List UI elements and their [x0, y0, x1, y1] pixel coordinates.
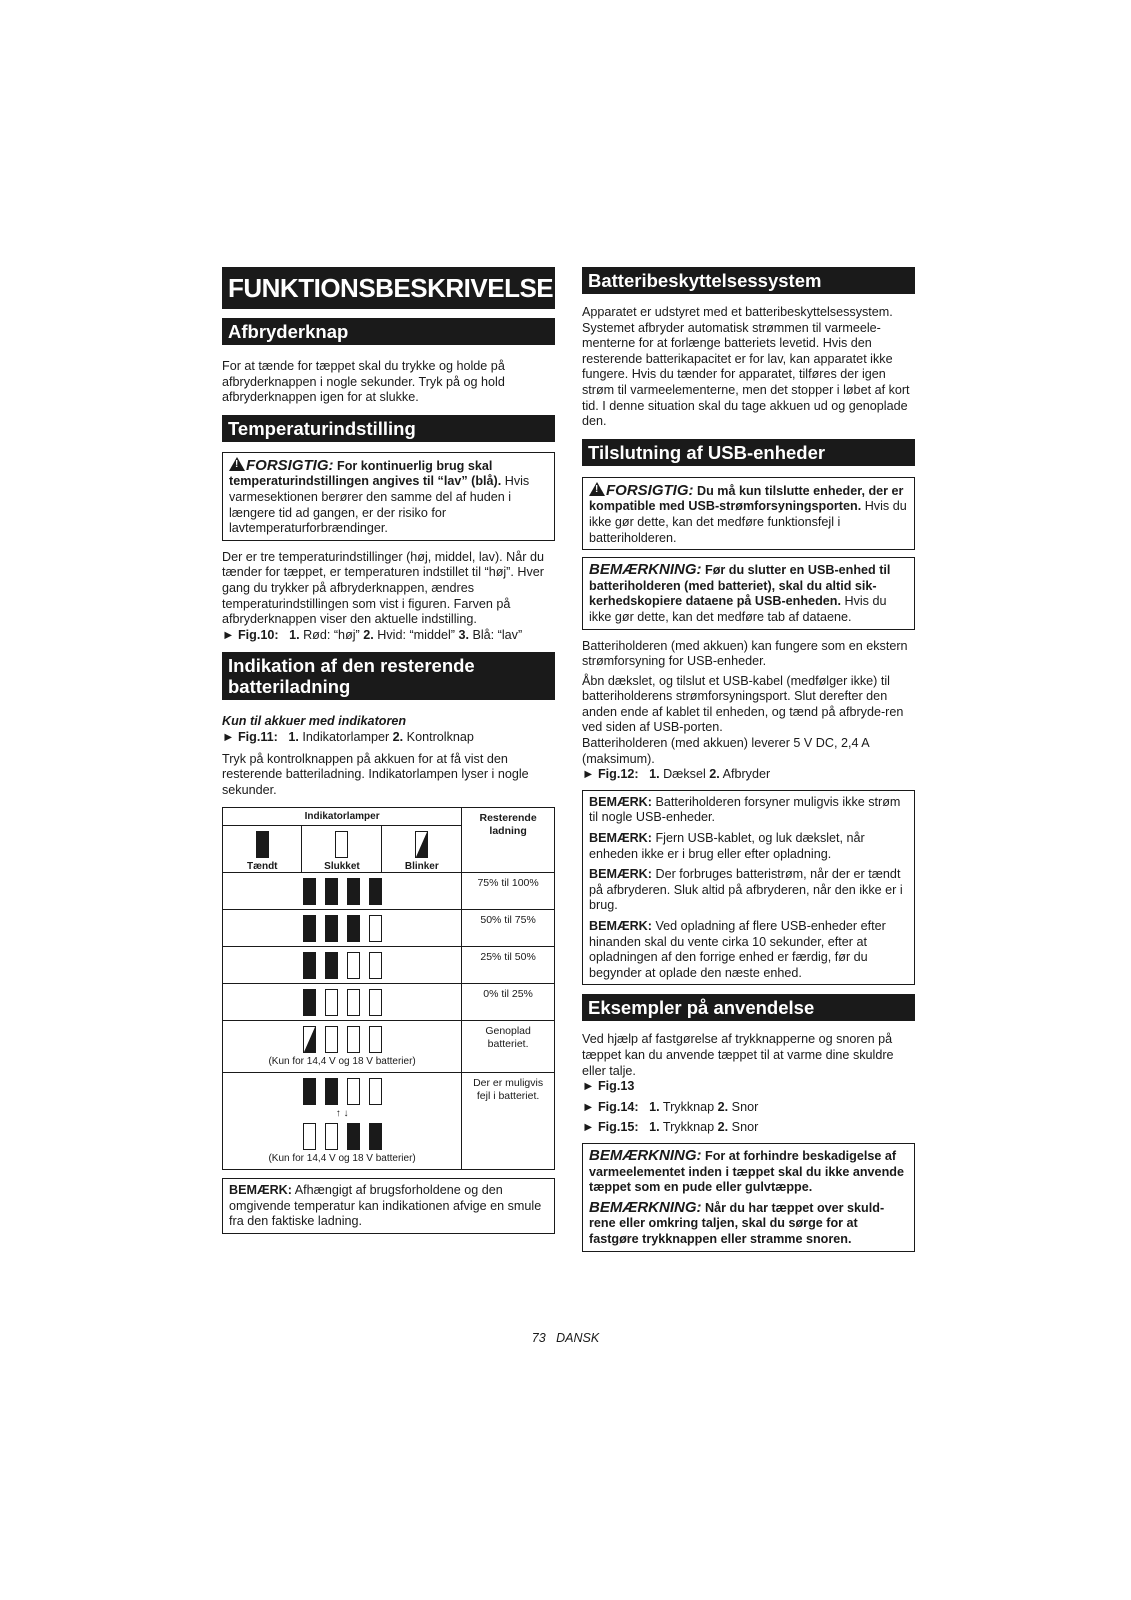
lamp-off-icon [347, 989, 360, 1016]
caution-label: FORSIGTIG: [246, 456, 334, 474]
lamp-off-icon [325, 1026, 338, 1053]
lamp-on-icon [303, 915, 316, 942]
lamp-on-icon [347, 878, 360, 905]
lamp-on-icon [303, 1078, 316, 1105]
fig13-ref: ► Fig.13 [582, 1079, 635, 1094]
notice-label: BEMÆRKNING: [589, 561, 702, 579]
fig15-ref: ► Fig.15: 1. Trykknap 2. Snor [582, 1120, 759, 1135]
fig14-ref: ► Fig.14: 1. Trykknap 2. Snor [582, 1099, 759, 1114]
indikation-text: Tryk på kontrolknappen på akkuen for at få vist den resterende batteriladning. Indikatorlampen lyser i nogle sekunder. [222, 751, 529, 797]
legend-on: Tændt [246, 861, 278, 873]
caution-text: Hvis varmesektionen berører den samme del af huden i længere tid ad gangen, er der risiko for lavtemperaturforbrændinger. [229, 474, 530, 536]
notice-box-eksempler: BEMÆRKNING: For at forhindre beskadigelse af varmeelementet inden i tæppet skal du ikke anvende tæppet som en pude eller gulvtæppe. BEMÆRKNING: Når du har tæppet over skuld-rene eller omkring taljen, skal du sørge for at fastgøre trykknappen eller stramme snoren. [582, 1143, 915, 1252]
caution-label: FORSIGTIG: [606, 481, 694, 499]
table-row [223, 984, 555, 1021]
charge-value: 25% til 50% [462, 947, 555, 984]
page-footer [0, 1331, 1131, 1345]
lamp-off-icon [369, 915, 382, 942]
lamp-on-icon [325, 878, 338, 905]
left-column [222, 267, 555, 1234]
lamp-off-icon [325, 1123, 338, 1150]
col-header-charge: Resterende ladning [462, 808, 555, 873]
beskyttelse-text: Apparatet er udstyret med et batteribeskyttelsessystem. Systemet afbryder automatisk strømmen til varmeele-menterne for at forlænge batteriets levetid. Hvis den resterende batterikapacitet er for lav, kan apparatet ikke fungere. Hvis du tænder for apparatet, tilføres der igen strøm til varmeelementerne, men det stopper i løbet af kort tid. I denne situation skal du tage akkuen ud og genoplade den. [582, 305, 910, 429]
warning-icon: ! [589, 482, 605, 496]
lamp-off-icon [369, 1078, 382, 1105]
lamp-off-icon [369, 1026, 382, 1053]
page-number: 73 [531, 1331, 546, 1345]
charge-value: Genoplad batteriet. [462, 1021, 555, 1073]
temperatur-text: Der er tre temperaturindstillinger (høj, middel, lav). Når du tænder for tæppet, er temperaturen indstillet til “høj”. Hver gang du trykker på afbryderknappen, ændres temperaturindstillingen som vist i figuren. Farven på afbryderknappen viser den aktuelle indstilling. [222, 549, 544, 627]
lamp-off-icon [369, 952, 382, 979]
note-box-indikation [222, 1178, 555, 1234]
fig10-ref: ► Fig.10: 1. Rød: “høj” 2. Hvid: “middel” 3. Blå: “lav” [222, 627, 523, 642]
notice-box-usb: BEMÆRKNING: Før du slutter en USB-enhed til batteriholderen (med batteriet), skal du altid sik-kerhedskopiere dataene på USB-enheden. Hvis du ikke gør dette, kan det medføre tab af dataene. [582, 557, 915, 629]
legend-blink: Blinker [404, 861, 439, 873]
row-note: (Kun for 14,4 V og 18 V batterier) [268, 1153, 416, 1165]
legend-off: Slukket [324, 861, 360, 873]
eksempler-text: Ved hjælp af fastgørelse af trykknapperne og snoren på tæppet kan du anvende tæppet til at varme dine skuldre eller talje. [582, 1032, 894, 1078]
lamp-on-icon [325, 1078, 338, 1105]
lamp-on-icon [256, 831, 269, 858]
col-header-lamps: Indikatorlamper [223, 808, 462, 826]
heading-afbryderknap: Afbryderknap [222, 318, 555, 345]
row-note: (Kun for 14,4 V og 18 V batterier) [268, 1056, 416, 1068]
charge-value: 0% til 25% [462, 984, 555, 1021]
usb-text-1: Batteriholderen (med akkuen) kan fungere som en ekstern strømforsyning for USB-enheder. [582, 638, 908, 669]
lamp-blink-icon [303, 1026, 316, 1053]
caution-box-usb: ! FORSIGTIG: Du må kun tilslutte enheder, der er kompatible med USB-strømforsyningsporten. Hvis du ikke gør dette, kan det medføre funktionsfejl i batteriholderen. [582, 477, 915, 550]
charge-value: 75% til 100% [462, 873, 555, 910]
table-row [223, 1073, 555, 1170]
lamp-on-icon [325, 952, 338, 979]
lamp-on-icon [303, 989, 316, 1016]
heading-eksempler: Eksempler på anvendelse [582, 994, 915, 1021]
page-language: DANSK [556, 1331, 600, 1345]
indikation-subheading: Kun til akkuer med indikatoren [222, 714, 407, 729]
notes-box-usb: BEMÆRK: Batteriholderen forsyner muligvis ikke strøm til nogle USB-enheder. BEMÆRK: Fjern USB-kablet, og luk dækslet, når enheden ikke er i brug eller efter opladning. BEMÆRK: Der forbruges batteristrøm, når der er tændt på afbryderen. Sluk altid på afbryderen, når den ikke er i brug. BEMÆRK: Ved opladning af flere USB-enheder efter hinanden skal du vente cirka 10 sekunder, efter at opladningen af den forrige enhed er færdig, før du begynder at oplade den næste enhed. [582, 790, 915, 986]
usb-text-3: Batteriholderen (med akkuen) leverer 5 V DC, 2,4 A (maksimum). [582, 736, 870, 766]
lamp-on-icon [369, 878, 382, 905]
lamp-off-icon [303, 1123, 316, 1150]
note-text: Afhængigt af brugsforholdene og den omgivende temperatur kan indikationen afvige en smule fra den faktiske ladning. [229, 1183, 542, 1229]
afbryderknap-text: For at tænde for tæppet skal du trykke og holde på afbryderknappen i nogle sekunder. Tryk på og hold afbryderknappen igen for at slukke. [222, 359, 505, 405]
right-column [582, 267, 915, 1252]
lamp-off-icon [347, 952, 360, 979]
heading-beskyttelse: Batteribeskyttelsessystem [582, 267, 915, 294]
lamp-on-icon [347, 1123, 360, 1150]
indicator-table [222, 807, 555, 1170]
table-row [223, 1021, 555, 1073]
lamp-on-icon [369, 1123, 382, 1150]
table-row [223, 910, 555, 947]
lamp-on-icon [347, 915, 360, 942]
caution-bold: For kontinuerlig brug skal temperaturindstillingen angives til “lav” (blå). [229, 458, 502, 489]
heading-temperatur: Temperaturindstilling [222, 415, 555, 442]
lamp-blink-icon [415, 831, 428, 858]
charge-value: Der er muligvis fejl i batteriet. [462, 1073, 555, 1170]
table-row [223, 947, 555, 984]
fig12-ref: ► Fig.12: 1. Dæksel 2. Afbryder [582, 767, 771, 782]
lamp-on-icon [325, 915, 338, 942]
lamp-off-icon [335, 831, 348, 858]
heading-indikation: Indikation af den resterende batteriladning [222, 652, 555, 700]
charge-value: 50% til 75% [462, 910, 555, 947]
lamp-on-icon [303, 952, 316, 979]
table-row [223, 873, 555, 910]
heading-usb: Tilslutning af USB-enheder [582, 439, 915, 466]
fig11-ref: ► Fig.11: 1. Indikatorlamper 2. Kontrolknap [222, 729, 474, 744]
arrows-icon: ↑ ↓ [335, 1108, 349, 1120]
usb-text-2: Åbn dækslet, og tilslut et USB-kabel (medfølger ikke) til batteriholderens strømforsyningsport. Slut derefter den anden ende af kablet til enheden, og tænd på afbryde-ren ved siden af USB-porten. [582, 673, 904, 735]
warning-icon: ! [229, 457, 245, 471]
lamp-on-icon [303, 878, 316, 905]
lamp-off-icon [347, 1078, 360, 1105]
note-label: BEMÆRK: [229, 1183, 292, 1198]
caution-box-temperature [222, 452, 555, 541]
main-title: FUNKTIONSBESKRIVELSE [222, 267, 555, 309]
lamp-off-icon [347, 1026, 360, 1053]
lamp-off-icon [369, 989, 382, 1016]
lamp-off-icon [325, 989, 338, 1016]
